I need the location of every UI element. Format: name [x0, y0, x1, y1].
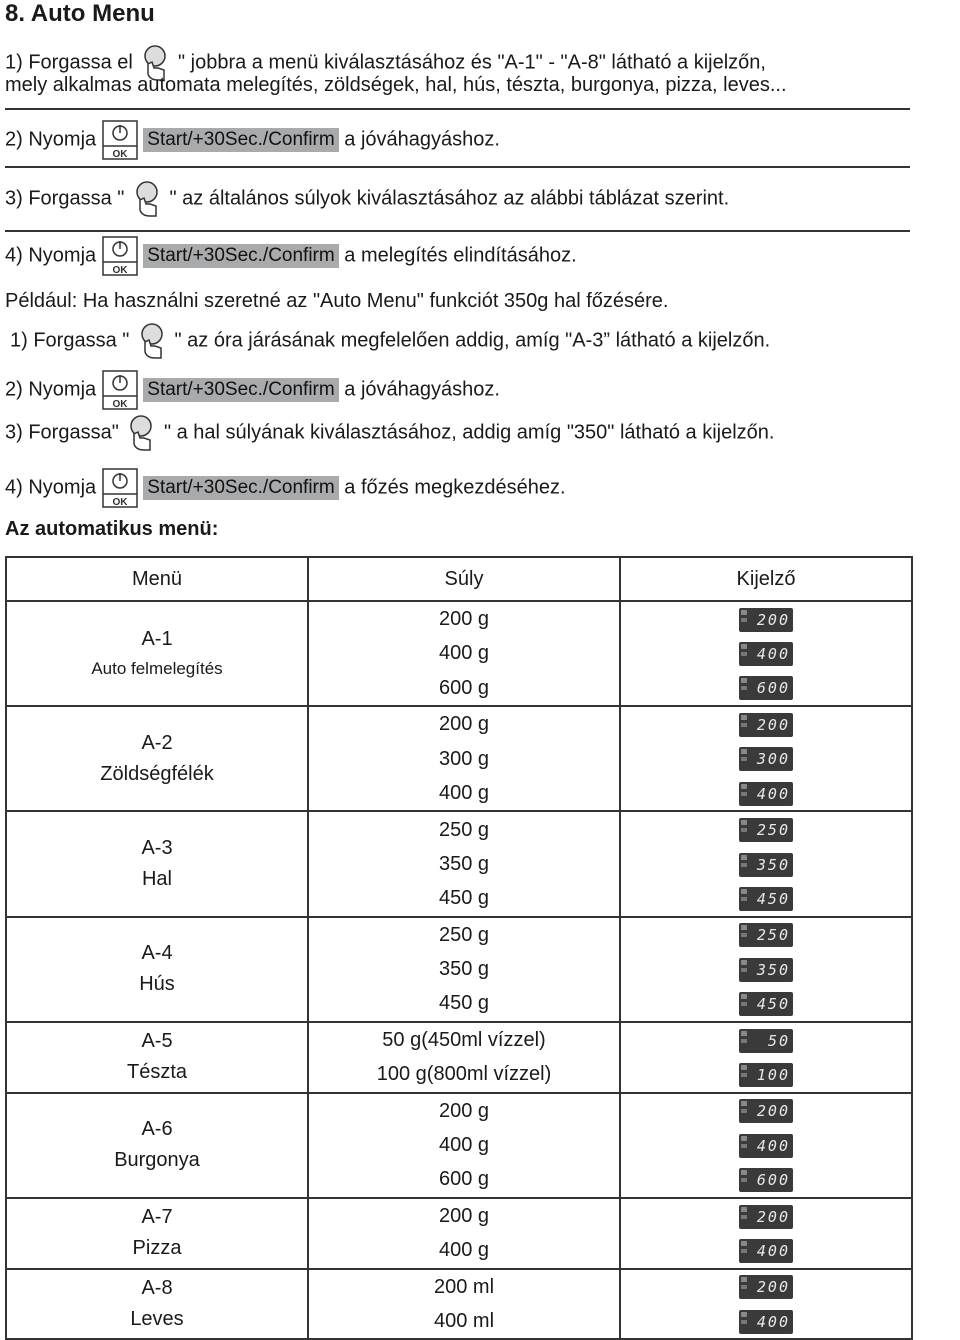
lcd-value: 400 — [756, 645, 790, 664]
lcd-indicator — [741, 1101, 747, 1106]
display-cell — [620, 1198, 912, 1269]
lcd-display-row — [621, 707, 911, 741]
display-cell — [620, 811, 912, 916]
column-header: Menü — [6, 557, 308, 601]
lcd-indicator — [741, 715, 747, 720]
svg-text:OK: OK — [112, 265, 128, 276]
lcd-value: 200 — [756, 1207, 790, 1226]
table-row — [6, 601, 912, 706]
lcd-indicator — [741, 1285, 747, 1289]
page-title: 8. Auto Menu — [5, 0, 155, 27]
lcd-indicator — [741, 855, 747, 860]
lcd-indicator — [741, 1073, 747, 1077]
table-body — [6, 601, 912, 1339]
lcd-display-icon — [739, 1168, 793, 1192]
lcd-display-icon — [739, 608, 793, 632]
lcd-indicator — [741, 828, 747, 832]
lcd-display-row — [621, 1162, 911, 1196]
lcd-indicator — [741, 723, 747, 727]
confirm-label: Start/+30Sec./Confirm — [143, 476, 338, 500]
lcd-display-row — [621, 918, 911, 952]
menu-cell — [6, 1022, 308, 1093]
lcd-indicator — [741, 1002, 747, 1006]
lcd-indicator — [741, 863, 747, 867]
menu-code: A-5 — [141, 1030, 173, 1053]
lcd-indicator — [741, 925, 747, 930]
lcd-display-icon — [739, 713, 793, 737]
weight-value: 400 g — [438, 781, 490, 804]
weight-cell — [308, 706, 620, 811]
column-header: Kijelző — [620, 557, 912, 601]
lcd-indicator — [741, 652, 747, 656]
lcd-display-icon — [739, 642, 793, 666]
lcd-indicator — [741, 757, 747, 761]
table-header-row — [6, 557, 912, 601]
lcd-value: 400 — [756, 1312, 790, 1331]
menu-code: A-3 — [141, 836, 173, 859]
menu-cell — [6, 1269, 308, 1340]
weight-value: 450 g — [438, 992, 490, 1015]
lcd-display-icon — [739, 1205, 793, 1229]
lcd-display-row — [621, 1023, 911, 1057]
example-step-3: 3) Forgassa" " a hal súlyának kiválasztásához, addig amíg "350" látható a kijelzőn. — [5, 414, 774, 452]
menu-code: A-8 — [141, 1276, 173, 1299]
lcd-indicator — [741, 686, 747, 690]
divider — [5, 108, 910, 110]
svg-text:OK: OK — [112, 149, 128, 160]
step-1-line-2: mely alkalmas automata melegítés, zöldségek, hal, hús, tészta, burgonya, pizza, leves... — [5, 74, 787, 96]
divider — [5, 230, 910, 232]
lcd-indicator — [741, 784, 747, 789]
lcd-indicator — [741, 960, 747, 965]
weight-cell — [308, 1269, 620, 1340]
lcd-display-row — [621, 1128, 911, 1162]
lcd-indicator — [741, 1136, 747, 1141]
lcd-value: 300 — [756, 750, 790, 769]
lcd-indicator — [741, 897, 747, 901]
lcd-indicator — [741, 749, 747, 754]
menu-name: Tészta — [126, 1061, 188, 1084]
lcd-indicator — [741, 1312, 747, 1317]
lcd-indicator — [741, 1031, 747, 1036]
weight-cell — [308, 1093, 620, 1198]
menu-name: Burgonya — [114, 1149, 200, 1172]
lcd-display-row — [621, 986, 911, 1020]
lcd-display-row — [621, 776, 911, 810]
lcd-indicator — [741, 1277, 747, 1282]
menu-name: Zöldségfélék — [100, 762, 214, 785]
weight-cell — [308, 917, 620, 1022]
confirm-label: Start/+30Sec./Confirm — [143, 378, 338, 402]
lcd-indicator — [741, 968, 747, 972]
step-1-line: 1) Forgassa el " jobbra a menü kiválasztásához és "A-1" - "A-8" látható a kijelzőn, — [5, 44, 766, 82]
confirm-label: Start/+30Sec./Confirm — [143, 244, 338, 268]
lcd-display-row — [621, 881, 911, 915]
lcd-display-icon — [739, 1310, 793, 1334]
ok-button-icon — [102, 468, 138, 508]
ok-button-icon — [102, 120, 138, 160]
weight-value: 400 g — [438, 642, 490, 665]
menu-code: A-4 — [141, 942, 173, 965]
table-row — [6, 811, 912, 916]
weight-value: 350 g — [438, 852, 490, 875]
lcd-indicator — [741, 1144, 747, 1148]
lcd-display-row — [621, 1233, 911, 1267]
example-intro: Például: Ha használni szeretné az "Auto Menu" funkciót 350g hal főzésére. — [5, 290, 669, 312]
lcd-indicator — [741, 610, 747, 615]
lcd-display-icon — [739, 1063, 793, 1087]
table-row — [6, 917, 912, 1022]
lcd-value: 600 — [756, 1171, 790, 1189]
lcd-display-icon — [739, 958, 793, 982]
display-cell — [620, 1093, 912, 1198]
lcd-display-row — [621, 1199, 911, 1233]
lcd-indicator — [741, 644, 747, 649]
lcd-display-icon — [739, 992, 793, 1016]
lcd-display-row — [621, 952, 911, 986]
display-cell — [620, 601, 912, 706]
lcd-display-icon — [739, 853, 793, 877]
lcd-display-row — [621, 1057, 911, 1091]
lcd-display-row — [621, 1270, 911, 1304]
lcd-value: 600 — [756, 679, 790, 698]
menu-name: Hús — [139, 973, 175, 996]
weight-value: 250 g — [438, 818, 490, 841]
lcd-display-row — [621, 1304, 911, 1338]
table-row — [6, 1198, 912, 1269]
lcd-value: 50 — [767, 1031, 790, 1050]
menu-cell — [6, 601, 308, 706]
menu-name: Hal — [141, 867, 172, 890]
step-2-line: 2) Nyomja OK Start/+30Sec./Confirm a jóváhagyáshoz. — [5, 120, 500, 160]
lcd-indicator — [741, 1170, 747, 1175]
lcd-indicator — [741, 1215, 747, 1219]
rotary-knob-hand-icon — [124, 414, 158, 452]
section-heading: Az automatikus menü: — [5, 518, 219, 540]
table-row — [6, 1022, 912, 1093]
weight-cell — [308, 601, 620, 706]
lcd-display-row — [621, 1094, 911, 1128]
table-row — [6, 1269, 912, 1340]
example-step-2: 2) Nyomja OK Start/+30Sec./Confirm a jóváhagyáshoz. — [5, 370, 500, 410]
weight-value: 400 ml — [433, 1309, 495, 1332]
lcd-indicator — [741, 618, 747, 622]
menu-code: A-2 — [141, 731, 173, 754]
rotary-knob-hand-icon — [135, 322, 169, 360]
lcd-indicator — [741, 1178, 747, 1182]
lcd-indicator — [741, 1241, 747, 1246]
menu-cell — [6, 1198, 308, 1269]
lcd-display-icon — [739, 747, 793, 771]
weight-value: 200 ml — [433, 1275, 495, 1298]
lcd-value: 250 — [756, 821, 790, 840]
table-row — [6, 1093, 912, 1198]
display-cell — [620, 1269, 912, 1340]
weight-value: 200 g — [438, 1099, 490, 1122]
lcd-value: 350 — [756, 855, 790, 874]
svg-text:OK: OK — [112, 399, 128, 410]
weight-cell — [308, 1022, 620, 1093]
weight-value: 200 g — [438, 713, 490, 736]
weight-value: 350 g — [438, 958, 490, 980]
lcd-indicator — [741, 1249, 747, 1253]
lcd-value: 250 — [756, 926, 790, 945]
lcd-display-icon — [739, 887, 793, 911]
lcd-value: 200 — [756, 610, 790, 629]
lcd-indicator — [741, 994, 747, 999]
lcd-indicator — [741, 933, 747, 937]
weight-value: 600 g — [438, 676, 490, 699]
svg-text:OK: OK — [112, 497, 128, 508]
lcd-display-icon — [739, 1275, 793, 1299]
lcd-indicator — [741, 820, 747, 825]
lcd-indicator — [741, 792, 747, 796]
lcd-display-icon — [739, 818, 793, 842]
lcd-display-row — [621, 847, 911, 881]
example-step-1: 1) Forgassa " " az óra járásának megfelelően addig, amíg "A-3” látható a kijelzőn. — [10, 322, 770, 360]
lcd-display-row — [621, 602, 911, 636]
menu-cell — [6, 706, 308, 811]
menu-code: A-1 — [141, 628, 173, 651]
step-3-line: 3) Forgassa " " az általános súlyok kiválasztásához az alábbi táblázat szerint. — [5, 180, 729, 218]
lcd-display-icon — [739, 1239, 793, 1263]
menu-cell — [6, 1093, 308, 1198]
lcd-display-icon — [739, 676, 793, 700]
weight-cell — [308, 811, 620, 916]
lcd-display-row — [621, 671, 911, 705]
weight-value: 400 g — [438, 1133, 490, 1156]
lcd-value: 200 — [756, 1102, 790, 1121]
lcd-value: 200 — [756, 716, 790, 735]
weight-value: 300 g — [438, 747, 490, 770]
menu-cell — [6, 811, 308, 916]
menu-cell — [6, 917, 308, 1022]
ok-button-icon — [102, 236, 138, 276]
menu-name: Auto felmelegítés — [91, 659, 223, 679]
auto-menu-table — [5, 556, 913, 1340]
rotary-knob-hand-icon — [130, 180, 164, 218]
lcd-indicator — [741, 1039, 747, 1043]
lcd-value: 450 — [756, 889, 790, 908]
weight-value: 450 g — [438, 887, 490, 910]
lcd-display-row — [621, 636, 911, 670]
lcd-indicator — [741, 1109, 747, 1113]
weight-value: 400 g — [438, 1239, 490, 1262]
display-cell — [620, 1022, 912, 1093]
lcd-display-row — [621, 742, 911, 776]
lcd-indicator — [741, 889, 747, 894]
lcd-indicator — [741, 678, 747, 683]
ok-button-icon — [102, 370, 138, 410]
weight-value: 200 g — [438, 608, 490, 631]
display-cell — [620, 706, 912, 811]
lcd-value: 350 — [756, 960, 790, 979]
lcd-value: 400 — [756, 784, 790, 803]
lcd-display-icon — [739, 1029, 793, 1053]
lcd-value: 100 — [756, 1065, 790, 1084]
weight-value: 50 g(450ml vízzel) — [382, 1028, 546, 1051]
lcd-display-icon — [739, 1099, 793, 1123]
lcd-indicator — [741, 1065, 747, 1070]
lcd-display-icon — [739, 782, 793, 806]
menu-name: Leves — [130, 1307, 184, 1330]
menu-code: A-6 — [141, 1118, 173, 1141]
menu-name: Pizza — [132, 1237, 182, 1260]
display-cell — [620, 917, 912, 1022]
lcd-value: 200 — [756, 1278, 790, 1297]
lcd-display-row — [621, 813, 911, 847]
column-header: Súly — [308, 557, 620, 601]
lcd-value: 450 — [756, 995, 790, 1014]
weight-cell — [308, 1198, 620, 1269]
lcd-display-icon — [739, 923, 793, 947]
example-step-4: 4) Nyomja OK Start/+30Sec./Confirm a főzés megkezdéséhez. — [5, 468, 566, 508]
weight-value: 600 g — [438, 1168, 490, 1191]
weight-value: 100 g(800ml vízzel) — [376, 1063, 552, 1086]
lcd-display-icon — [739, 1134, 793, 1158]
weight-value: 250 g — [438, 923, 490, 946]
confirm-label: Start/+30Sec./Confirm — [143, 128, 338, 152]
table-row — [6, 706, 912, 811]
weight-value: 200 g — [438, 1204, 490, 1227]
menu-code: A-7 — [141, 1206, 173, 1229]
divider — [5, 166, 910, 168]
lcd-value: 400 — [756, 1136, 790, 1155]
lcd-indicator — [741, 1320, 747, 1324]
lcd-indicator — [741, 1207, 747, 1212]
step-4-line: 4) Nyomja OK Start/+30Sec./Confirm a melegítés elindításához. — [5, 236, 577, 276]
lcd-value: 400 — [756, 1241, 790, 1260]
